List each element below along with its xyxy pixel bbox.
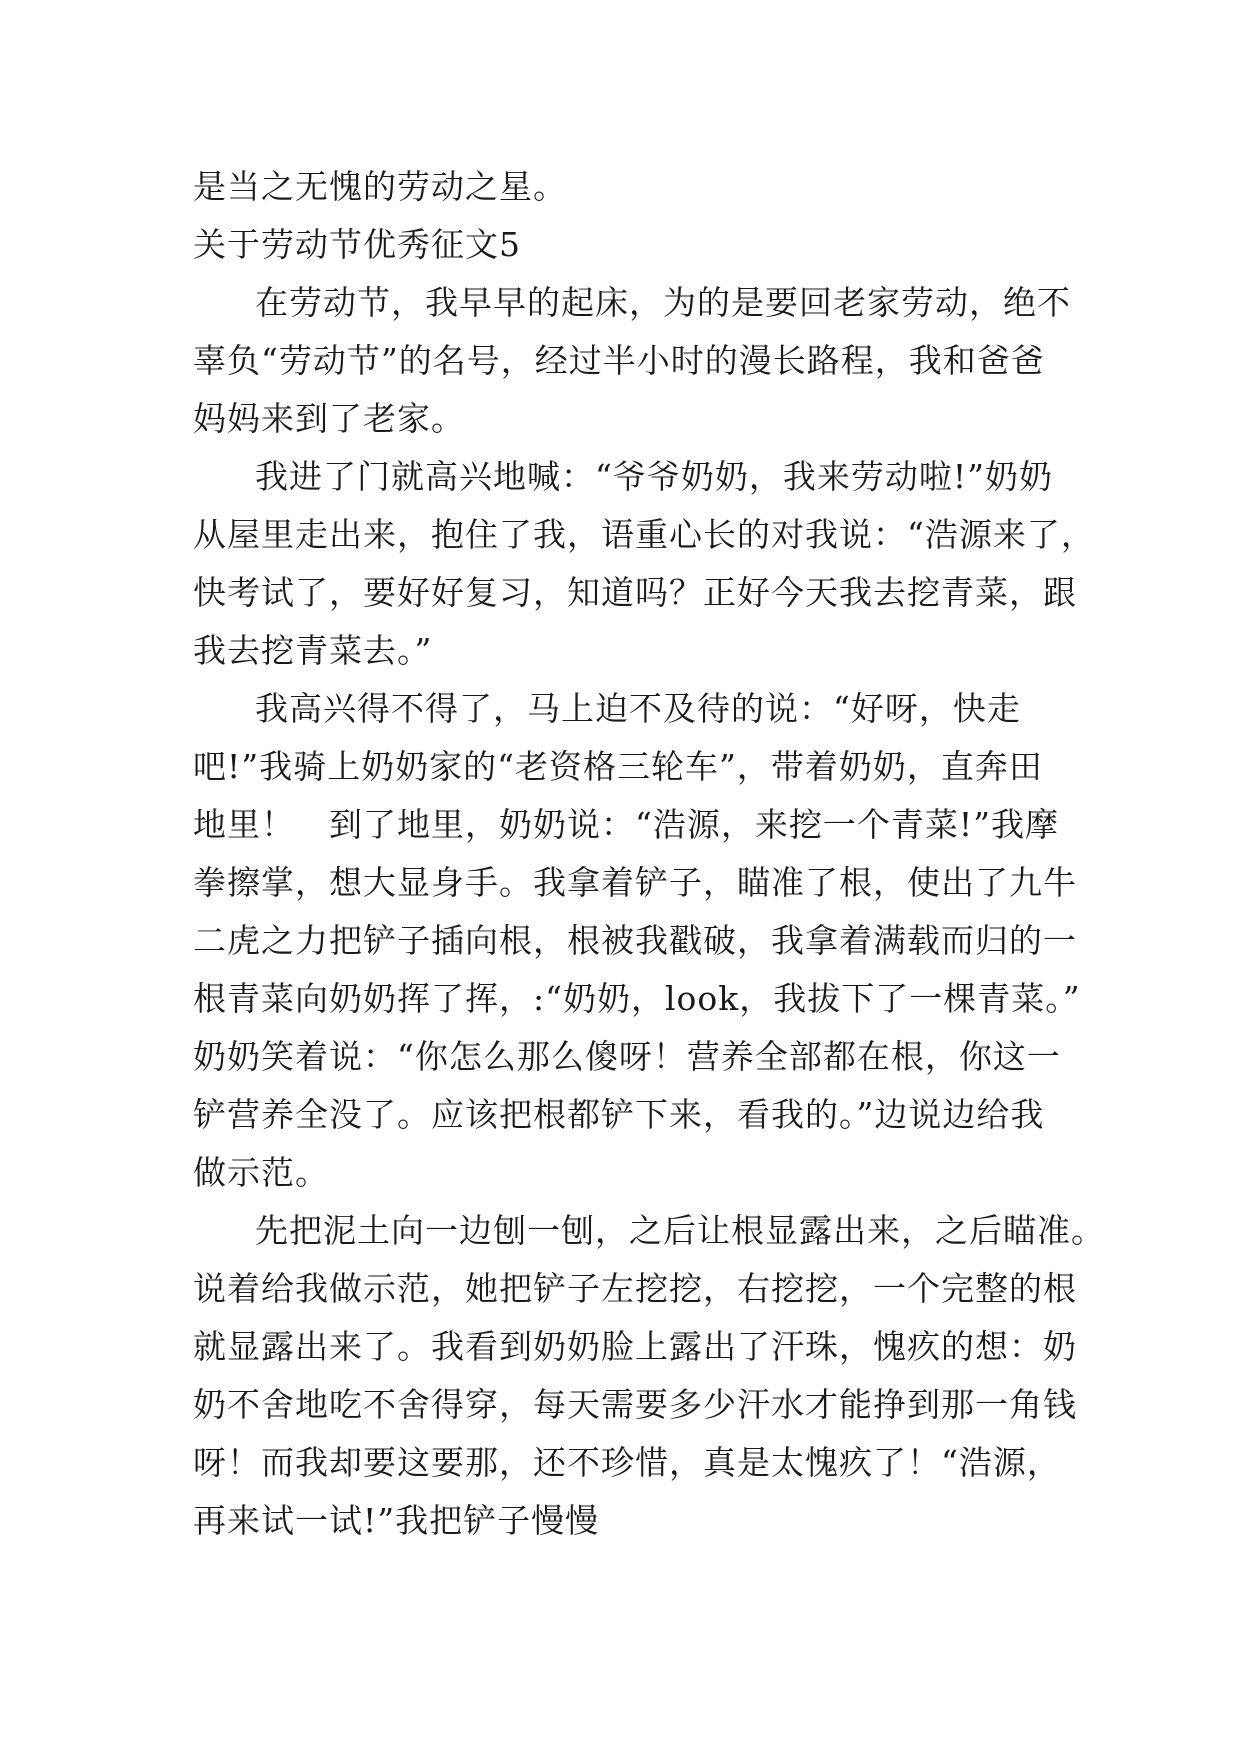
text-line: 我去挖青菜去。” (193, 631, 433, 670)
paragraph-first-line: 在劳动节，我早早的起床，为的是要回老家劳动，绝不 (255, 283, 1071, 322)
text-line: 辜负“劳动节”的名号，经过半小时的漫长路程，我和爸爸 (193, 341, 1045, 380)
paragraph-first-line: 先把泥土向一边刨一刨，之后让根显露出来，之后瞄准。 (255, 1211, 1105, 1250)
text-line: 吧!”我骑上奶奶家的“老资格三轮车”，带着奶奶，直奔田 (193, 747, 1043, 786)
text-line: 从屋里走出来，抱住了我，语重心长的对我说：“浩源来了， (193, 515, 1095, 554)
text-line: 做示范。 (193, 1153, 329, 1192)
text-line: 是当之无愧的劳动之星。 (193, 167, 567, 206)
text-line: 根青菜向奶奶挥了挥，:“奶奶，look，我拔下了一棵青菜。” (193, 979, 1081, 1018)
document-body (193, 158, 1105, 1550)
text-line: 再来试一试!”我把铲子慢慢 (193, 1501, 600, 1540)
text-line: 快考试了，要好好复习，知道吗？正好今天我去挖青菜，跟 (193, 573, 1077, 612)
paragraph-first-line: 我高兴得不得了，马上迫不及待的说：“好呀，快走 (255, 689, 1021, 728)
text-line: 二虎之力把铲子插向根，根被我戳破，我拿着满载而归的一 (193, 921, 1077, 960)
text-line: 妈妈来到了老家。 (193, 399, 465, 438)
text-line: 奶奶笑着说：“你怎么那么傻呀！营养全部都在根，你这一 (193, 1037, 1061, 1076)
text-line: 说着给我做示范，她把铲子左挖挖，右挖挖，一个完整的根 (193, 1269, 1077, 1308)
text-line: 就显露出来了。我看到奶奶脸上露出了汗珠，愧疚的想：奶 (193, 1327, 1077, 1366)
paragraph-first-line: 我进了门就高兴地喊：“爷爷奶奶，我来劳动啦!”奶奶 (255, 457, 1054, 496)
text-line: 奶不舍地吃不舍得穿，每天需要多少汗水才能挣到那一角钱 (193, 1385, 1077, 1424)
text-line: 地里！ 到了地里，奶奶说：“浩源，来挖一个青菜!”我摩 (193, 805, 1060, 844)
text-line: 拳擦掌，想大显身手。我拿着铲子，瞄准了根，使出了九牛 (193, 863, 1077, 902)
text-line: 呀！而我却要这要那，还不珍惜，真是太愧疚了！“浩源， (193, 1443, 1061, 1482)
section-heading: 关于劳动节优秀征文5 (193, 225, 521, 264)
text-line: 铲营养全没了。应该把根都铲下来，看我的。”边说边给我 (193, 1095, 1045, 1134)
